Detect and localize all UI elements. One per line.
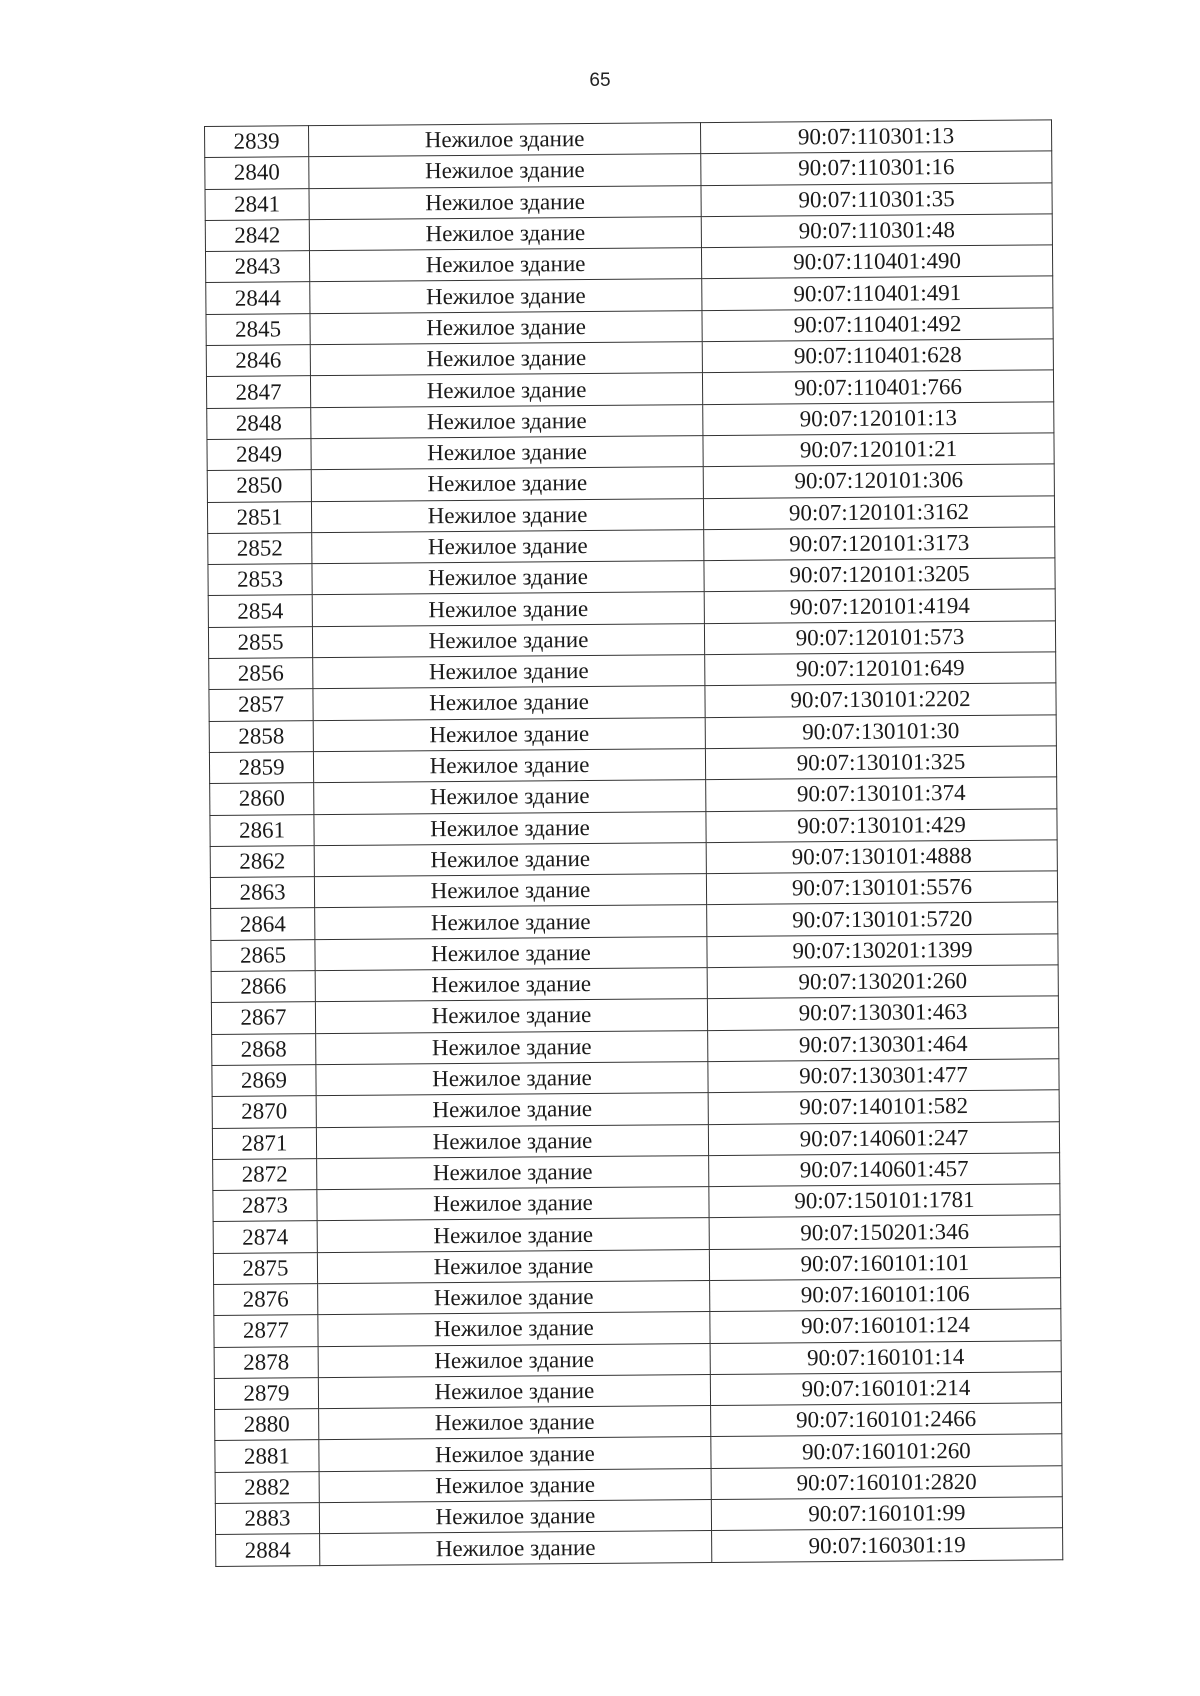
row-number-cell: 2856 [209,658,313,690]
object-type-cell: Нежилое здание [314,811,706,845]
object-type-cell: Нежилое здание [313,655,705,689]
object-type-cell: Нежилое здание [309,185,701,219]
object-type-cell: Нежилое здание [311,467,703,501]
object-type-cell: Нежилое здание [316,1124,708,1158]
cadastral-number-cell: 90:07:130201:1399 [707,934,1058,968]
object-type-cell: Нежилое здание [312,561,704,595]
object-type-cell: Нежилое здание [313,749,705,783]
object-type-cell: Нежилое здание [311,404,703,438]
row-number-cell: 2882 [215,1471,319,1503]
cadastral-number-cell: 90:07:110401:492 [702,308,1053,342]
row-number-cell: 2878 [214,1346,318,1378]
row-number-cell: 2860 [210,783,314,815]
object-type-cell: Нежилое здание [319,1406,711,1440]
row-number-cell: 2874 [213,1221,317,1253]
row-number-cell: 2870 [212,1096,316,1128]
page-number: 65 [589,70,611,91]
row-number-cell: 2840 [205,157,309,189]
row-number-cell: 2868 [212,1033,316,1065]
object-type-cell: Нежилое здание [317,1155,709,1189]
row-number-cell: 2884 [216,1534,320,1566]
object-type-cell: Нежилое здание [319,1468,711,1502]
object-type-cell: Нежилое здание [319,1437,711,1471]
row-number-cell: 2873 [213,1190,317,1222]
row-number-cell: 2845 [206,313,310,345]
object-type-cell: Нежилое здание [312,623,704,657]
row-number-cell: 2853 [208,564,312,596]
cadastral-number-cell: 90:07:140601:457 [709,1153,1060,1187]
cadastral-number-cell: 90:07:130101:2202 [705,683,1056,717]
row-number-cell: 2866 [211,971,315,1003]
cadastral-number-cell: 90:07:110401:491 [702,276,1053,310]
object-type-cell: Нежилое здание [317,1249,709,1283]
cadastral-number-cell: 90:07:120101:3205 [704,558,1055,592]
row-number-cell: 2851 [207,501,311,533]
cadastral-number-cell: 90:07:130101:4888 [706,840,1057,874]
object-type-cell: Нежилое здание [315,905,707,939]
object-type-cell: Нежилое здание [314,874,706,908]
object-type-cell: Нежилое здание [309,154,701,188]
cadastral-number-cell: 90:07:160101:2466 [711,1403,1062,1437]
cadastral-number-cell: 90:07:120101:649 [705,652,1056,686]
cadastral-number-cell: 90:07:110301:35 [701,182,1052,216]
row-number-cell: 2858 [209,720,313,752]
object-type-cell: Нежилое здание [316,1061,708,1095]
row-number-cell: 2854 [208,595,312,627]
cadastral-number-cell: 90:07:130101:5720 [707,902,1058,936]
row-number-cell: 2876 [214,1284,318,1316]
object-type-cell: Нежилое здание [311,436,703,470]
cadastral-number-cell: 90:07:160301:19 [712,1528,1063,1562]
cadastral-number-cell: 90:07:130101:30 [705,714,1056,748]
cadastral-number-cell: 90:07:160101:2820 [711,1466,1062,1500]
cadastral-number-cell: 90:07:160101:214 [710,1372,1061,1406]
registry-table-body [205,120,1063,1566]
row-number-cell: 2841 [205,188,309,220]
row-number-cell: 2862 [210,845,314,877]
row-number-cell: 2879 [214,1378,318,1410]
object-type-cell: Нежилое здание [318,1312,710,1346]
row-number-cell: 2883 [215,1503,319,1535]
cadastral-number-cell: 90:07:120101:4194 [704,589,1055,623]
cadastral-number-cell: 90:07:130101:325 [705,746,1056,780]
row-number-cell: 2877 [214,1315,318,1347]
object-type-cell: Нежилое здание [312,529,704,563]
cadastral-number-cell: 90:07:110301:48 [701,214,1052,248]
cadastral-number-cell: 90:07:120101:21 [703,433,1054,467]
row-number-cell: 2847 [206,376,310,408]
row-number-cell: 2861 [210,814,314,846]
object-type-cell: Нежилое здание [315,968,707,1002]
row-number-cell: 2839 [205,126,309,158]
object-type-cell: Нежилое здание [315,999,707,1033]
row-number-cell: 2852 [208,533,312,565]
object-type-cell: Нежилое здание [319,1500,711,1534]
row-number-cell: 2871 [212,1127,316,1159]
row-number-cell: 2875 [213,1252,317,1284]
cadastral-number-cell: 90:07:120101:306 [703,464,1054,498]
row-number-cell: 2850 [207,470,311,502]
object-type-cell: Нежилое здание [312,592,704,626]
object-type-cell: Нежилое здание [310,373,702,407]
row-number-cell: 2865 [211,939,315,971]
row-number-cell: 2843 [205,251,309,283]
cadastral-number-cell: 90:07:110401:628 [702,339,1053,373]
row-number-cell: 2857 [209,689,313,721]
object-type-cell: Нежилое здание [310,310,702,344]
cadastral-number-cell: 90:07:120101:3162 [703,495,1054,529]
object-type-cell: Нежилое здание [315,936,707,970]
cadastral-number-cell: 90:07:160101:106 [710,1278,1061,1312]
object-type-cell: Нежилое здание [317,1218,709,1252]
cadastral-number-cell: 90:07:160101:124 [710,1309,1061,1343]
object-type-cell: Нежилое здание [316,1093,708,1127]
object-type-cell: Нежилое здание [318,1281,710,1315]
object-type-cell: Нежилое здание [314,842,706,876]
object-type-cell: Нежилое здание [318,1374,710,1408]
cadastral-number-cell: 90:07:160101:260 [711,1434,1062,1468]
cadastral-number-cell: 90:07:130301:477 [708,1059,1059,1093]
table-row [216,1528,1063,1566]
cadastral-number-cell: 90:07:120101:573 [704,621,1055,655]
row-number-cell: 2864 [211,908,315,940]
cadastral-number-cell: 90:07:120101:13 [703,402,1054,436]
object-type-cell: Нежилое здание [317,1187,709,1221]
row-number-cell: 2863 [210,877,314,909]
row-number-cell: 2872 [213,1158,317,1190]
cadastral-number-cell: 90:07:130101:5576 [706,871,1057,905]
cadastral-number-cell: 90:07:160101:99 [711,1497,1062,1531]
row-number-cell: 2846 [206,345,310,377]
cadastral-number-cell: 90:07:110301:16 [701,151,1052,185]
row-number-cell: 2844 [206,282,310,314]
cadastral-number-cell: 90:07:110301:13 [700,120,1051,154]
row-number-cell: 2881 [215,1440,319,1472]
cadastral-number-cell: 90:07:110401:490 [701,245,1052,279]
object-type-cell: Нежилое здание [309,248,701,282]
cadastral-number-cell: 90:07:150201:346 [709,1215,1060,1249]
registry-table [204,119,1063,1566]
object-type-cell: Нежилое здание [311,498,703,532]
row-number-cell: 2869 [212,1065,316,1097]
row-number-cell: 2859 [209,752,313,784]
object-type-cell: Нежилое здание [313,717,705,751]
cadastral-number-cell: 90:07:130101:429 [706,808,1057,842]
object-type-cell: Нежилое здание [310,279,702,313]
object-type-cell: Нежилое здание [309,123,701,157]
object-type-cell: Нежилое здание [320,1531,712,1565]
object-type-cell: Нежилое здание [314,780,706,814]
row-number-cell: 2848 [207,407,311,439]
object-type-cell: Нежилое здание [316,1030,708,1064]
cadastral-number-cell: 90:07:130301:463 [707,996,1058,1030]
row-number-cell: 2849 [207,439,311,471]
cadastral-number-cell: 90:07:140101:582 [708,1090,1059,1124]
cadastral-number-cell: 90:07:120101:3173 [704,527,1055,561]
object-type-cell: Нежилое здание [310,342,702,376]
object-type-cell: Нежилое здание [318,1343,710,1377]
cadastral-number-cell: 90:07:130301:464 [708,1027,1059,1061]
cadastral-number-cell: 90:07:110401:766 [702,370,1053,404]
cadastral-number-cell: 90:07:130201:260 [707,965,1058,999]
row-number-cell: 2855 [208,626,312,658]
object-type-cell: Нежилое здание [313,686,705,720]
cadastral-number-cell: 90:07:160101:14 [710,1340,1061,1374]
cadastral-number-cell: 90:07:140601:247 [708,1121,1059,1155]
object-type-cell: Нежилое здание [309,216,701,250]
row-number-cell: 2880 [215,1409,319,1441]
row-number-cell: 2867 [211,1002,315,1034]
cadastral-number-cell: 90:07:130101:374 [706,777,1057,811]
row-number-cell: 2842 [205,220,309,252]
cadastral-number-cell: 90:07:150101:1781 [709,1184,1060,1218]
cadastral-number-cell: 90:07:160101:101 [709,1246,1060,1280]
